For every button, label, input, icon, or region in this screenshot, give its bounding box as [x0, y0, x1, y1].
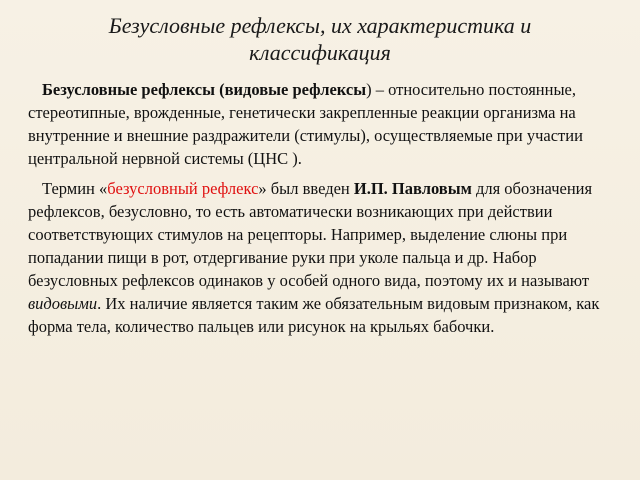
definition-dash: ) – [366, 80, 384, 99]
title-line-2: классификация [249, 40, 391, 65]
pavlov-after-term: » был введен [258, 179, 354, 198]
paragraph-definition [28, 78, 628, 170]
author-name: И.П. Павловым [353, 179, 472, 198]
pavlov-lead: Термин « [42, 179, 108, 198]
slide-body [28, 78, 628, 338]
paragraph-pavlov [28, 177, 628, 338]
italic-species-word: видовыми [28, 294, 98, 313]
pavlov-middle-text: для обозначения рефлексов, безусловно, то есть автоматически возникающих при действии соответствующих стимулов на рецепторы. Например, выделение слюны при попадании пищи в рот, отдергивание руки при уколе пальца и др. Набор безусловных рефлексов одинаков у особей одного вида, поэтому их и называют [28, 179, 593, 290]
definition-text: относительно постоянные, стереотипные, врожденные, генетически закрепленные реакции организма на внутренние и внешние раздражители (стимулы), осуществляемые при участии центральной нервной системы (ЦНС ). [28, 80, 583, 168]
title-line-1: Безусловные рефлексы, их характеристика и [108, 13, 532, 38]
slide-title [30, 12, 610, 66]
term-highlight: безусловный рефлекс [107, 179, 259, 198]
pavlov-end-text: . Их наличие является таким же обязательным видовым признаком, как форма тела, количество пальцев или рисунок на крыльях бабочки. [28, 294, 600, 336]
term-unconditioned-reflexes: Безусловные рефлексы (видовые рефлексы [42, 80, 367, 99]
